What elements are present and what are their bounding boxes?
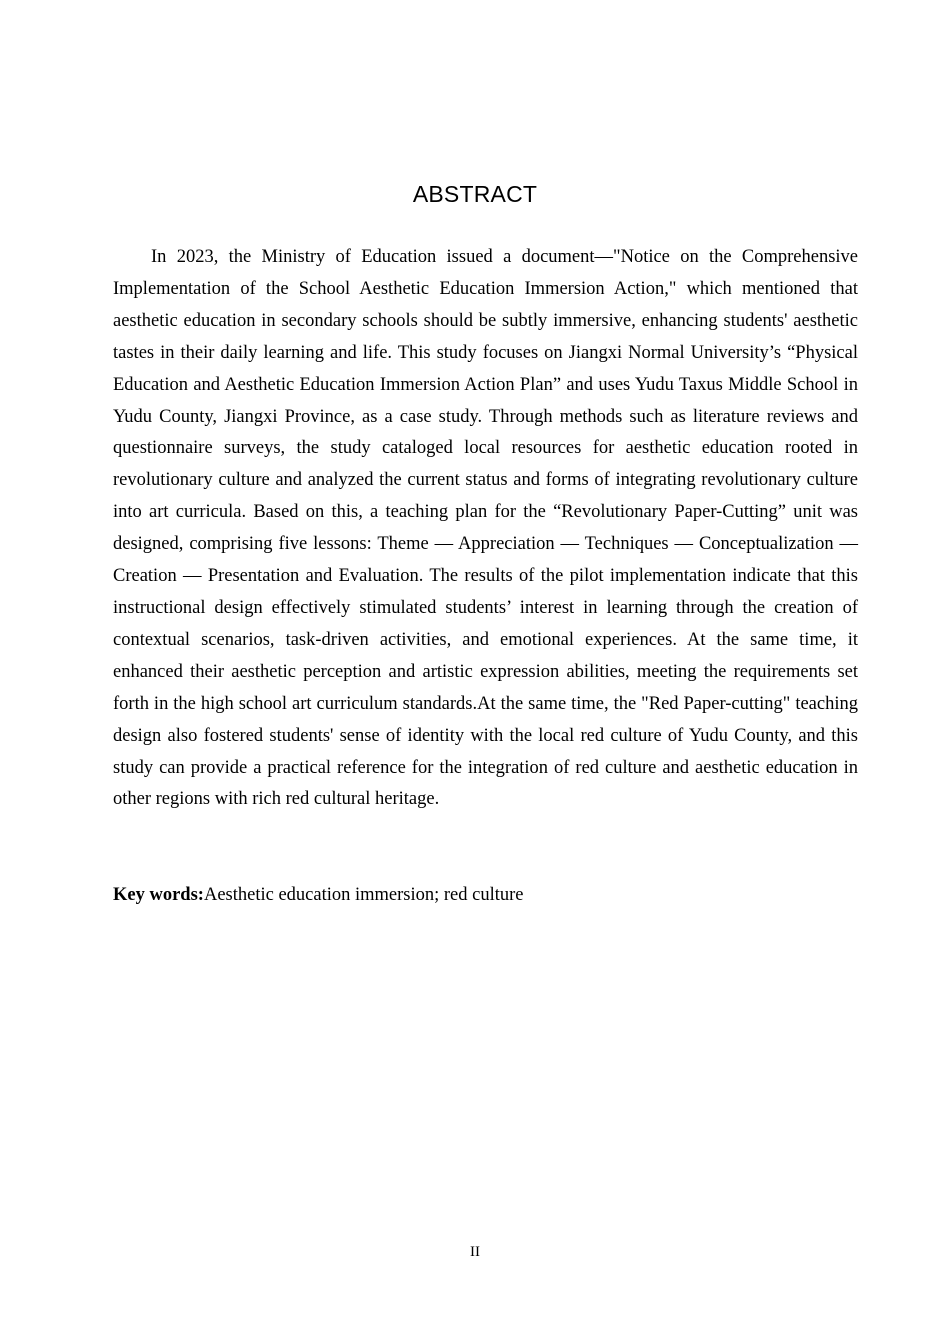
abstract-title: ABSTRACT [412,181,538,207]
keywords-value: Aesthetic education immersion; red culture [203,885,524,905]
keywords-label: Key words: [113,885,204,905]
abstract-paragraph: In 2023, the Ministry of Education issued a document—"Notice on the Comprehensive Implementation of the School Aesthetic Education Immersion Action," which mentioned that aesthetic education in secondary schools should be subtly immersive, enhancing students' aesthetic tastes in their daily learning and life. This study focuses on Jiangxi Normal University’s “Physical Education and Aesthetic Education Immersion Action Plan” and uses Yudu Taxus Middle School in Yudu County, Jiangxi Province, as a case study. Through methods such as literature reviews and questionnaire surveys, the study cataloged local resources for aesthetic education rooted in revolutionary culture and analyzed the current status and forms of integrating revolutionary culture into art curricula. Based on this, a teaching plan for the “Revolutionary Paper-Cutting” unit was designed, comprising five lessons: Theme — Appreciation — Techniques — Conceptualization — Creation — Presentation and Evaluation. The results of the pilot implementation indicate that this instructional design effectively stimulated students’ interest in learning through the creation of contextual scenarios, task-driven activities, and emotional experiences. At the same time, it enhanced their aesthetic perception and artistic expression abilities, meeting the requirements set forth in the high school art curriculum standards.At the same time, the "Red Paper-cutting" teaching design also fostered students' sense of identity with the local red culture of Yudu County, and this study can provide a practical reference for the integration of red culture and aesthetic education in other regions with rich red cultural heritage. [113,247,858,810]
page-number: II [470,1244,480,1260]
keywords-line [113,880,858,912]
